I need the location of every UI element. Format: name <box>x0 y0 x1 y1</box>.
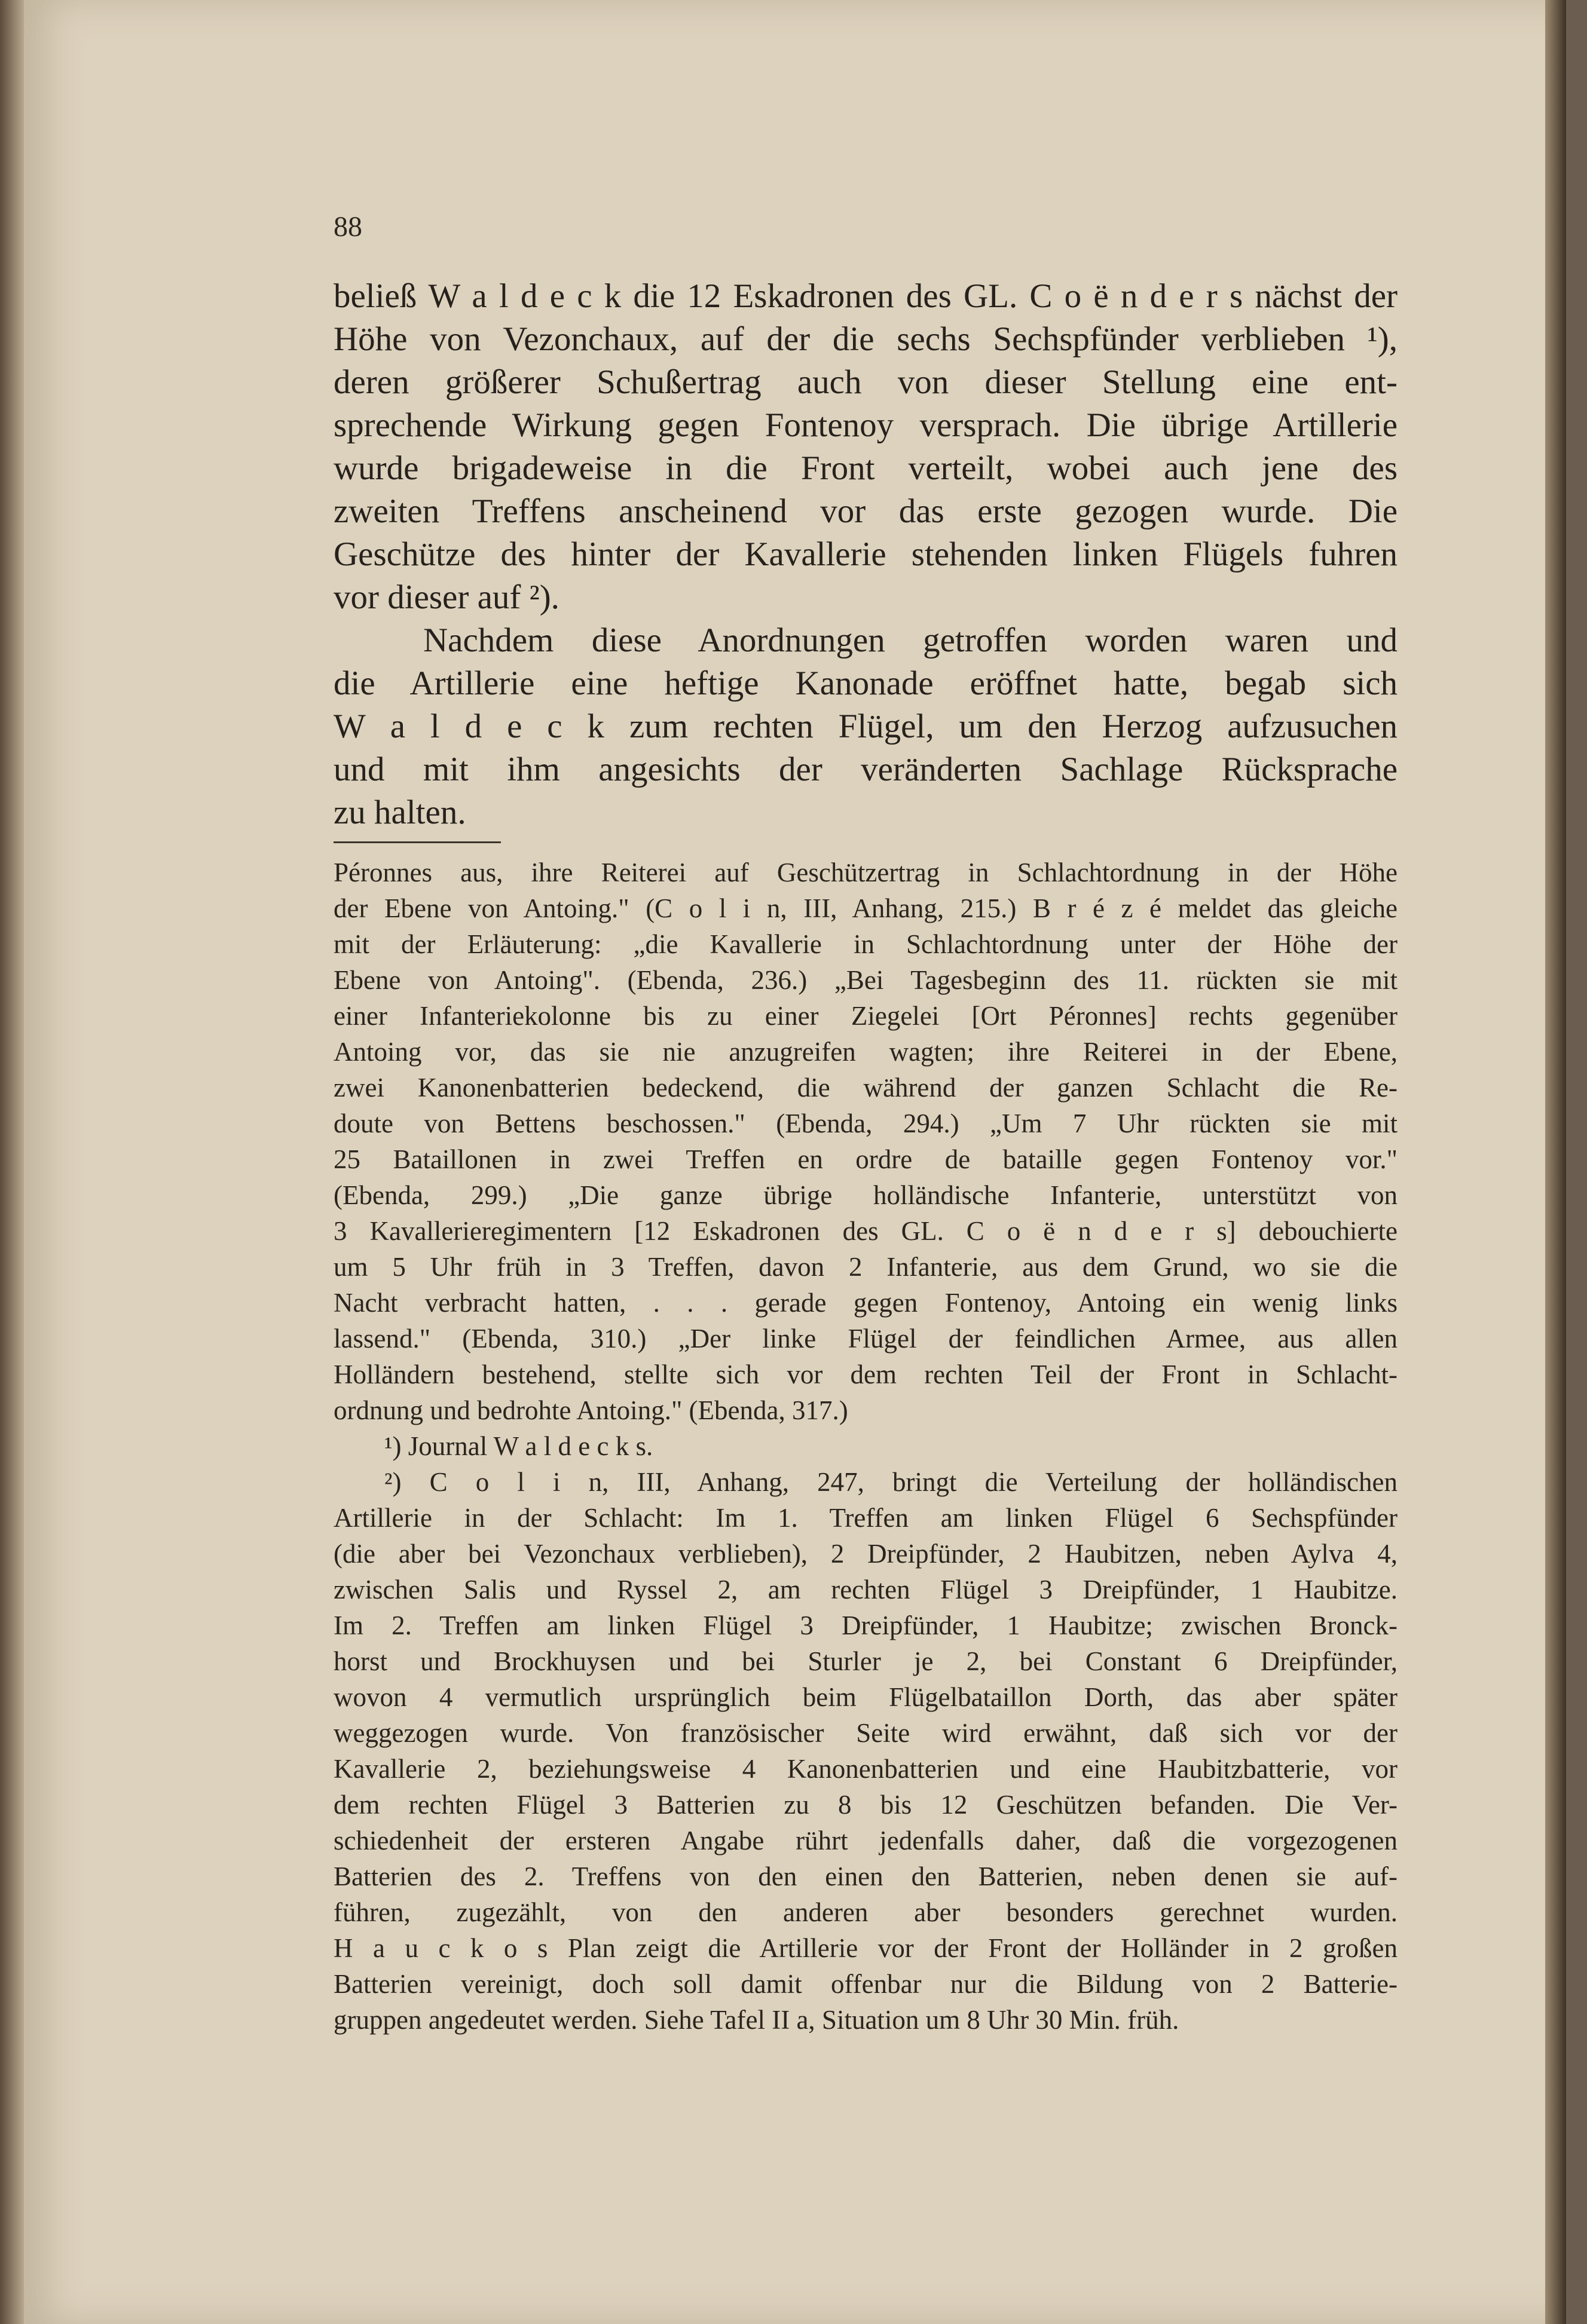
footnote-line: weggezogen wurde. Von französischer Seite wird erwähnt, daß sich vor der <box>334 1718 1398 1748</box>
footnote-line: schiedenheit der ersteren Angabe rührt jedenfalls daher, daß die vorgezogenen <box>334 1826 1398 1855</box>
footnote-line: Batterien vereinigt, doch soll damit offenbar nur die Bildung von 2 Batterie- <box>334 1969 1398 1999</box>
main-text <box>334 275 1398 834</box>
footnote-line: Ebene von Antoing". (Ebenda, 236.) „Bei Tagesbeginn des 11. rückten sie mit <box>334 965 1398 995</box>
page-edge <box>1545 0 1566 2324</box>
footnote-line: Holländern bestehend, stellte sich vor dem rechten Teil der Front in Schlacht- <box>334 1360 1398 1389</box>
text-line: Nachdem diese Anordnungen getroffen worden waren und <box>423 621 1398 659</box>
footnote-line: lassend." (Ebenda, 310.) „Der linke Flügel der feindlichen Armee, aus allen <box>334 1324 1398 1354</box>
footnote-1: ¹) Journal W a l d e c k s. <box>384 1431 653 1461</box>
text-line: Geschütze des hinter der Kavallerie stehenden linken Flügels fuhren <box>334 535 1398 573</box>
footnote-2-line: ²) C o l i n, III, Anhang, 247, bringt die Verteilung der holländischen <box>384 1467 1398 1497</box>
footnote-separator <box>334 841 501 843</box>
text-line: Höhe von Vezonchaux, auf der die sechs Sechspfünder verblieben ¹), <box>334 320 1398 358</box>
text-line: zu halten. <box>334 794 466 831</box>
footnote-line: Im 2. Treffen am linken Flügel 3 Dreipfünder, 1 Haubitze; zwischen Bronck- <box>334 1610 1398 1640</box>
footnote-line: Péronnes aus, ihre Reiterei auf Geschützertrag in Schlachtordnung in der Höhe <box>334 858 1398 887</box>
text-line: deren größerer Schußertrag auch von dieser Stellung eine ent- <box>334 363 1398 401</box>
text-line: wurde brigadeweise in die Front verteilt, wobei auch jene des <box>334 449 1398 487</box>
footnote-line: gruppen angedeutet werden. Siehe Tafel II a, Situation um 8 Uhr 30 Min. früh. <box>334 2005 1179 2035</box>
text-line: vor dieser auf ²). <box>334 578 559 616</box>
footnote-line: zwischen Salis und Ryssel 2, am rechten Flügel 3 Dreipfünder, 1 Haubitze. <box>334 1575 1398 1605</box>
footnote-line: Artillerie in der Schlacht: Im 1. Treffen am linken Flügel 6 Sechspfünder <box>334 1503 1398 1533</box>
text-line: zweiten Treffens anscheinend vor das erste gezogen wurde. Die <box>334 492 1398 530</box>
footnote-line: Nacht verbracht hatten, . . . gerade gegen Fontenoy, Antoing ein wenig links <box>334 1288 1398 1318</box>
footnote-line: 25 Bataillonen in zwei Treffen en ordre de bataille gegen Fontenoy vor." <box>334 1144 1398 1174</box>
footnote-line: (Ebenda, 299.) „Die ganze übrige holländische Infanterie, unterstützt von <box>334 1180 1398 1210</box>
footnote-line: Batterien des 2. Treffens von den einen den Batterien, neben denen sie auf- <box>334 1861 1398 1891</box>
page-number: 88 <box>334 211 362 243</box>
footnote-line: Kavallerie 2, beziehungsweise 4 Kanonenbatterien und eine Haubitzbatterie, vor <box>334 1754 1398 1784</box>
book-gutter <box>0 0 24 2324</box>
text-line: W a l d e c k zum rechten Flügel, um den Herzog aufzusuchen <box>334 708 1398 745</box>
text-line: beließ W a l d e c k die 12 Eskadronen des GL. C o ë n d e r s nächst der <box>334 277 1398 315</box>
text-line: sprechende Wirkung gegen Fontenoy versprach. Die übrige Artillerie <box>334 406 1398 444</box>
footnote-line: um 5 Uhr früh in 3 Treffen, davon 2 Infanterie, aus dem Grund, wo sie die <box>334 1252 1398 1282</box>
footnote-line: doute von Bettens beschossen." (Ebenda, 294.) „Um 7 Uhr rückten sie mit <box>334 1109 1398 1138</box>
footnote-line: führen, zugezählt, von den anderen aber besonders gerechnet wurden. <box>334 1897 1398 1927</box>
text-line: und mit ihm angesichts der veränderten Sachlage Rücksprache <box>334 751 1398 788</box>
footnote-line: 3 Kavallerieregimentern [12 Eskadronen des GL. C o ë n d e r s] debouchierte <box>334 1216 1398 1246</box>
footnotes <box>334 855 1398 2038</box>
footnote-line: einer Infanteriekolonne bis zu einer Ziegelei [Ort Péronnes] rechts gegenüber <box>334 1001 1398 1031</box>
footnote-line: ordnung und bedrohte Antoing." (Ebenda, 317.) <box>334 1395 848 1425</box>
footnote-line: horst und Brockhuysen und bei Sturler je 2, bei Constant 6 Dreipfünder, <box>334 1646 1398 1676</box>
footnote-line: Antoing vor, das sie nie anzugreifen wagten; ihre Reiterei in der Ebene, <box>334 1037 1398 1067</box>
footnote-line: zwei Kanonenbatterien bedeckend, die während der ganzen Schlacht die Re- <box>334 1073 1398 1103</box>
footnote-line: wovon 4 vermutlich ursprünglich beim Flügelbataillon Dorth, das aber später <box>334 1682 1398 1712</box>
footnote-line: (die aber bei Vezonchaux verblieben), 2 Dreipfünder, 2 Haubitzen, neben Aylva 4, <box>334 1539 1398 1569</box>
footnote-line: dem rechten Flügel 3 Batterien zu 8 bis 12 Geschützen befanden. Die Ver- <box>334 1790 1398 1820</box>
text-line: die Artillerie eine heftige Kanonade eröffnet hatte, begab sich <box>334 665 1398 702</box>
footnote-line: der Ebene von Antoing." (C o l i n, III, Anhang, 215.) B r é z é meldet das gleiche <box>334 893 1398 923</box>
footnote-line: mit der Erläuterung: „die Kavallerie in Schlachtordnung unter der Höhe der <box>334 929 1398 959</box>
footnote-line: H a u c k o s Plan zeigt die Artillerie vor der Front der Holländer in 2 großen <box>334 1933 1398 1963</box>
